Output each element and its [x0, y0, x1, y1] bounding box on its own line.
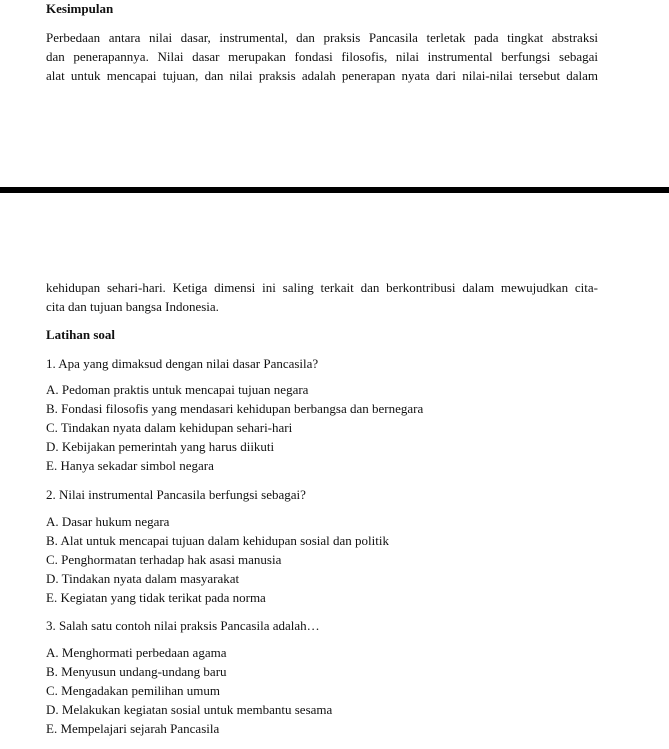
answer-option: E. Kegiatan yang tidak terikat pada norma: [46, 590, 266, 605]
kesimpulan-heading: Kesimpulan: [46, 1, 114, 16]
paragraph-line: kehidupan sehari-hari. Ketiga dimensi ini saling terkait dan berkontribusi dalam mewujudkan cita-: [46, 280, 598, 295]
kesimpulan-paragraph-top: [46, 28, 598, 85]
answer-option: B. Menyusun undang-undang baru: [46, 664, 227, 679]
page-bottom: [0, 194, 669, 749]
question-2: 2. Nilai instrumental Pancasila berfungsi sebagai?: [46, 487, 306, 502]
answer-option: D. Kebijakan pemerintah yang harus diikuti: [46, 439, 275, 454]
answer-option: D. Tindakan nyata dalam masyarakat: [46, 571, 240, 586]
answer-option: B. Fondasi filosofis yang mendasari kehidupan berbangsa dan bernegara: [46, 401, 424, 416]
kesimpulan-paragraph-bottom: [46, 278, 598, 316]
paragraph-line: dan penerapannya. Nilai dasar merupakan fondasi filosofis, nilai instrumental berfungsi sebagai: [46, 49, 598, 64]
page-top: [0, 0, 669, 188]
question-2-options: [46, 512, 389, 607]
answer-option: C. Penghormatan terhadap hak asasi manusia: [46, 552, 282, 567]
question-1-options: [46, 380, 423, 475]
answer-option: E. Mempelajari sejarah Pancasila: [46, 721, 220, 736]
question-3-options: [46, 643, 332, 738]
answer-option: C. Tindakan nyata dalam kehidupan sehari-hari: [46, 420, 293, 435]
paragraph-line: alat untuk mencapai tujuan, dan nilai praksis adalah penerapan nyata dari nilai-nilai tersebut dalam: [46, 68, 598, 83]
latihan-heading: Latihan soal: [46, 327, 115, 342]
answer-option: C. Mengadakan pemilihan umum: [46, 683, 221, 698]
answer-option: A. Menghormati perbedaan agama: [46, 645, 227, 660]
answer-option: D. Melakukan kegiatan sosial untuk membantu sesama: [46, 702, 333, 717]
answer-option: B. Alat untuk mencapai tujuan dalam kehidupan sosial dan politik: [46, 533, 389, 548]
paragraph-line: Perbedaan antara nilai dasar, instrumental, dan praksis Pancasila terletak pada tingkat abstraksi: [46, 30, 598, 45]
page-divider: [0, 187, 669, 193]
paragraph-line: cita dan tujuan bangsa Indonesia.: [46, 299, 219, 314]
answer-option: A. Dasar hukum negara: [46, 514, 170, 529]
answer-option: E. Hanya sekadar simbol negara: [46, 458, 214, 473]
question-3: 3. Salah satu contoh nilai praksis Pancasila adalah…: [46, 618, 320, 633]
question-1: 1. Apa yang dimaksud dengan nilai dasar Pancasila?: [46, 356, 319, 371]
answer-option: A. Pedoman praktis untuk mencapai tujuan negara: [46, 382, 309, 397]
